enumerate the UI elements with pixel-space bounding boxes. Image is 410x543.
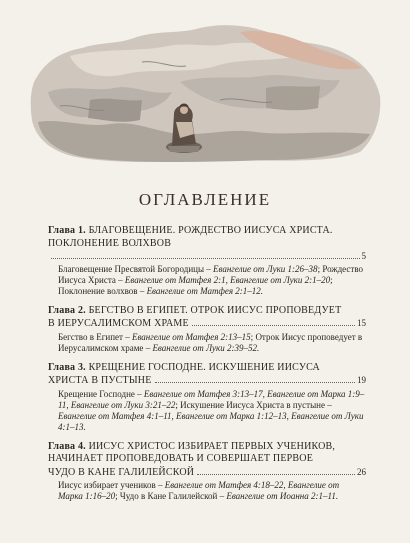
leader-dots xyxy=(192,325,355,326)
entry-reference: Евангелие от Луки 2:39–52. xyxy=(152,342,260,353)
chapter-number: Глава 1. xyxy=(48,225,86,236)
entry-title: Отрок Иисус проповедует в Иерусалимском храме xyxy=(58,331,363,353)
chapter-heading xyxy=(48,362,366,375)
rocky-cliff-illustration xyxy=(30,22,382,164)
chapter-title-last-line: ПОКЛОНЕНИЕ ВОЛХВОВ xyxy=(48,237,172,249)
entry-reference: Евангелие от Матфея 4:1–11, Евангелие от Марка 1:12–13, Евангелие от Луки 4:1–13. xyxy=(58,410,364,432)
entry-title: Крещение Господне xyxy=(58,388,135,399)
entry-reference: Евангелие от Матфея 2:13–15 xyxy=(131,331,251,342)
table-of-contents xyxy=(48,225,366,510)
chapter-1 xyxy=(48,225,366,297)
chapter-number: Глава 2. xyxy=(48,304,86,316)
chapter-page-line xyxy=(48,317,366,331)
chapter-3 xyxy=(48,362,366,433)
toc-title: ОГЛАВЛЕНИЕ xyxy=(138,190,272,209)
leader-dots xyxy=(155,382,355,383)
entry-reference: Евангелие от Иоанна 2:1–11. xyxy=(226,491,339,501)
chapter-title: КРЕЩЕНИЕ ГОСПОДНЕ. ИСКУШЕНИЕ ИИСУСА xyxy=(88,361,320,373)
entry-title: Бегство в Египет xyxy=(58,331,123,342)
entry-reference: Евангелие от Матфея 2:1–12. xyxy=(146,285,264,296)
entry-title: Рождество Иисуса Христа xyxy=(58,263,364,285)
leader-dots xyxy=(197,474,355,475)
leader-dots xyxy=(51,258,360,259)
entry-reference: Евангелие от Матфея 2:1, Евангелие от Луки 2:1–20 xyxy=(124,274,331,285)
entry-title: Чудо в Кане Галилейской xyxy=(119,491,218,501)
entry-reference: Евангелие от Матфея 4:18–22, Евангелие от Марка 1:16–20 xyxy=(58,480,340,501)
page-number: 26 xyxy=(357,466,366,477)
chapter-number: Глава 3. xyxy=(48,361,86,373)
chapter-number: Глава 4. xyxy=(48,440,86,452)
chapter-heading xyxy=(48,225,366,238)
page-number: 15 xyxy=(357,318,366,328)
entry-title: Искушение Иисуса Христа в пустыне xyxy=(180,399,325,410)
chapter-page-line xyxy=(48,238,366,251)
chapter-heading xyxy=(48,441,366,466)
chapter-title-last-line: В ИЕРУСАЛИМСКОМ ХРАМЕ xyxy=(48,318,189,329)
chapter-entries: Бегство в Египет – Евангелие от Матфея 2:13–15; Отрок Иисус проповедует в Иерусалимском храме – Евангелие от Луки 2:39–52. xyxy=(58,331,363,353)
chapter-entries: Иисус избирает учеников – Евангелие от Матфея 4:18–22, Евангелие от Марка 1:16–20; Чудо в Кане Галилейской – Евангелие от Иоанна 2:1–11. xyxy=(58,480,340,501)
chapter-entries: Благовещение Пресвятой Богородицы – Евангелие от Луки 1:26–38; Рождество Иисуса Христа – Евангелие от Матфея 2:1, Евангелие от Луки 2:1–20; Поклонение волхвов – Евангелие от Матфея 2:1–12. xyxy=(58,263,364,296)
chapter-title: ИИСУС ХРИСТОС ИЗБИРАЕТ ПЕРВЫХ УЧЕНИКОВ, НАЧИНАЕТ ПРОПОВЕДОВАТЬ И СОВЕРШАЕТ ПЕРВОЕ xyxy=(48,440,336,464)
chapter-title: БЛАГОВЕЩЕНИЕ. РОЖДЕСТВО ИИСУСА ХРИСТА. xyxy=(88,225,333,236)
entry-reference: Евангелие от Матфея 3:13–17, Евангелие от Марка 1:9–11, Евангелие от Луки 3:21–22 xyxy=(58,388,365,410)
chapter-page-line xyxy=(48,374,366,388)
chapter-title-last-line: ЧУДО В КАНЕ ГАЛИЛЕЙСКОЙ xyxy=(48,466,195,478)
chapter-title: БЕГСТВО В ЕГИПЕТ. ОТРОК ИИСУС ПРОПОВЕДУЕТ xyxy=(88,304,342,316)
chapter-page-line xyxy=(48,466,366,480)
page-number: 19 xyxy=(357,375,366,385)
entry-reference: Евангелие от Луки 1:26–38 xyxy=(213,263,318,274)
entry-title: Благовещение Пресвятой Богородицы xyxy=(58,263,204,274)
entry-title: Иисус избирает учеников xyxy=(58,480,156,490)
chapter-title-last-line: ХРИСТА В ПУСТЫНЕ xyxy=(48,375,152,386)
chapter-2 xyxy=(48,305,366,354)
entry-title: Поклонение волхвов xyxy=(58,285,138,296)
chapter-heading xyxy=(48,305,366,318)
page-number: 5 xyxy=(361,251,366,261)
chapter-4 xyxy=(48,441,366,503)
chapter-entries: Крещение Господне – Евангелие от Матфея 3:13–17, Евангелие от Марка 1:9–11, Евангелие от Луки 3:21–22; Искушение Иисуса Христа в пустыне – Евангелие от Матфея 4:1–11, Евангелие от Марка 1:12–13, Евангелие от Луки 4:1–13. xyxy=(58,388,365,432)
